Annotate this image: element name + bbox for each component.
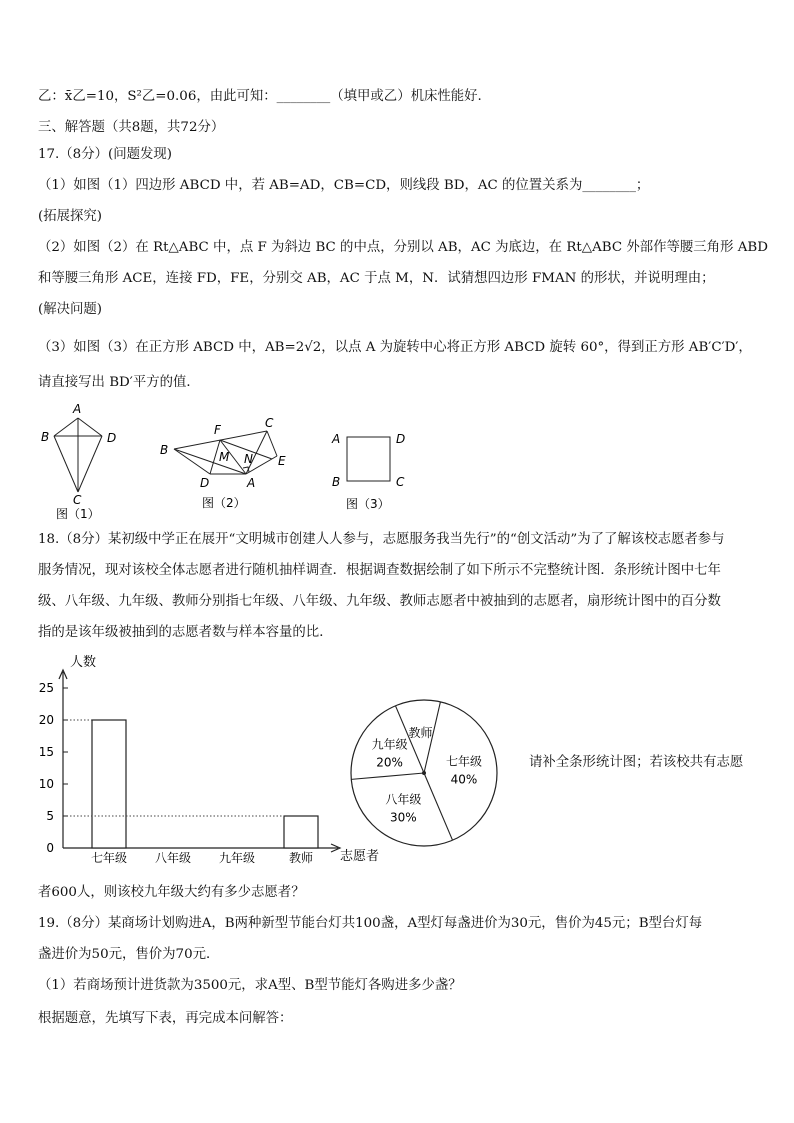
q17-subheading-3: (解决问题) bbox=[38, 302, 103, 317]
bar-chart-ytick-label: 0 bbox=[46, 841, 54, 855]
q18-line-2: 服务情况，现对该校全体志愿者进行随机抽样调查．根据调查数据绘制了如下所示不完整统计图．条形统计图中七年 bbox=[38, 563, 721, 578]
pie-chart-slice-label: 教师 bbox=[408, 726, 433, 741]
q18-line-1: 18.（8分）某初级中学正在展开“文明城市创建人人参与，志愿服务我当先行”的“创文活动”为了了解该校志愿者参与 bbox=[38, 532, 725, 547]
fig3-label-d: D bbox=[396, 432, 406, 446]
bar-chart-xlabel: 志愿者 bbox=[340, 849, 380, 864]
q19-instruction: 根据题意，先填写下表，再完成本问解答： bbox=[38, 1011, 293, 1026]
q18-line-3: 级、八年级、九年级、教师分别指七年级、八年级、九年级、教师志愿者中被抽到的志愿者，扇形统计图中的百分数 bbox=[38, 594, 721, 609]
pie-chart-slice-label: 九年级 bbox=[371, 737, 408, 752]
pie-chart bbox=[340, 690, 520, 860]
figure-2 bbox=[152, 412, 302, 518]
pie-chart-center bbox=[422, 771, 426, 775]
q18-instruction: 请补全条形统计图；若该校共有志愿 bbox=[529, 755, 744, 770]
fig2-label-a: A bbox=[247, 476, 256, 490]
q19-line-1: 19.（8分）某商场计划购进A，B两种新型节能台灯共100盏，A型灯每盏进价为30元，售价为45元；B型台灯每 bbox=[38, 916, 703, 931]
fig2-label-n: N bbox=[244, 452, 253, 466]
pie-chart-slice-value: 30% bbox=[389, 810, 417, 825]
fig1-label-d: D bbox=[107, 431, 117, 445]
fig3-caption: 图（3） bbox=[346, 497, 390, 511]
bar-chart-category-label: 八年级 bbox=[154, 851, 192, 865]
bar-chart-ytick-label: 20 bbox=[38, 713, 54, 727]
bar-chart-bar bbox=[92, 720, 126, 848]
pie-chart-slice-label: 八年级 bbox=[385, 792, 422, 807]
bar-chart-category-label: 教师 bbox=[288, 851, 314, 865]
fig3-label-c: C bbox=[396, 475, 405, 489]
bar-chart-ytick-label: 5 bbox=[46, 809, 54, 823]
pie-chart-slice-value: 40% bbox=[450, 772, 478, 787]
bar-chart-ytick-label: 25 bbox=[38, 681, 54, 695]
fig3-label-b: B bbox=[332, 475, 341, 489]
fig2-label-f: F bbox=[214, 423, 221, 437]
bar-chart-ytick-label: 10 bbox=[38, 777, 54, 791]
pie-chart-slice-value: 20% bbox=[376, 755, 403, 770]
q17-subheading-2: (拓展探究) bbox=[38, 209, 103, 224]
bar-chart-bar bbox=[284, 816, 318, 848]
fig1-caption: 图（1） bbox=[56, 507, 100, 521]
line-prev-answer: 乙：x̄乙=10，S²乙=0.06，由此可知：________（填甲或乙）机床性能好. bbox=[38, 89, 482, 104]
q17-part3-a: （3）如图（3）在正方形 ABCD 中，AB=2√2，以点 A 为旋转中心将正方形 ABCD 旋转 60°，得到正方形 AB′C′D′， bbox=[38, 340, 752, 355]
fig2-label-d: D bbox=[200, 476, 210, 490]
fig2-label-c: C bbox=[265, 416, 274, 430]
q17-part1: （1）如图（1）四边形 ABCD 中，若 AB=AD，CB=CD，则线段 BD，AC 的位置关系为________； bbox=[38, 178, 650, 193]
q17-part3-b: 请直接写出 BD′平方的值． bbox=[38, 375, 200, 390]
fig1-label-a: A bbox=[73, 402, 82, 416]
q17-title: 17.（8分）(问题发现) bbox=[38, 147, 172, 162]
section-heading: 三、解答题（共8题，共72分） bbox=[38, 120, 225, 135]
q19-part1: （1）若商场预计进货款为3500元，求A型、B型节能灯各购进多少盏？ bbox=[38, 978, 462, 993]
bar-chart bbox=[30, 650, 380, 868]
fig1-label-c: C bbox=[73, 493, 82, 507]
q18-line-5: 者600人，则该校九年级大约有多少志愿者？ bbox=[38, 885, 305, 900]
q19-line-2: 盏进价为50元，售价为70元． bbox=[38, 947, 220, 962]
bar-chart-category-label: 九年级 bbox=[218, 851, 256, 865]
bar-chart-category-label: 七年级 bbox=[90, 851, 128, 865]
fig2-caption: 图（2） bbox=[202, 496, 246, 510]
fig2-label-e: E bbox=[278, 454, 286, 468]
figure-1 bbox=[36, 400, 136, 525]
q18-line-4: 指的是该年级被抽到的志愿者数与样本容量的比． bbox=[38, 625, 333, 640]
fig1-label-b: B bbox=[41, 430, 50, 444]
figure-3 bbox=[326, 420, 416, 518]
fig2-label-b: B bbox=[160, 443, 169, 457]
bar-chart-ytick-label: 15 bbox=[38, 745, 54, 759]
pie-chart-slice-label: 七年级 bbox=[445, 754, 483, 769]
q17-part2-b: 和等腰三角形 ACE，连接 FD，FE，分别交 AB，AC 于点 M，N．试猜想四边形 FMAN 的形状，并说明理由； bbox=[38, 271, 715, 286]
q17-part2-a: （2）如图（2）在 Rt△ABC 中，点 F 为斜边 BC 的中点，分别以 AB，AC 为底边，在 Rt△ABC 外部作等腰三角形 ABD bbox=[38, 240, 768, 255]
fig2-label-m: M bbox=[219, 450, 230, 464]
fig3-label-a: A bbox=[332, 432, 341, 446]
bar-chart-ylabel: 人数 bbox=[70, 655, 97, 670]
